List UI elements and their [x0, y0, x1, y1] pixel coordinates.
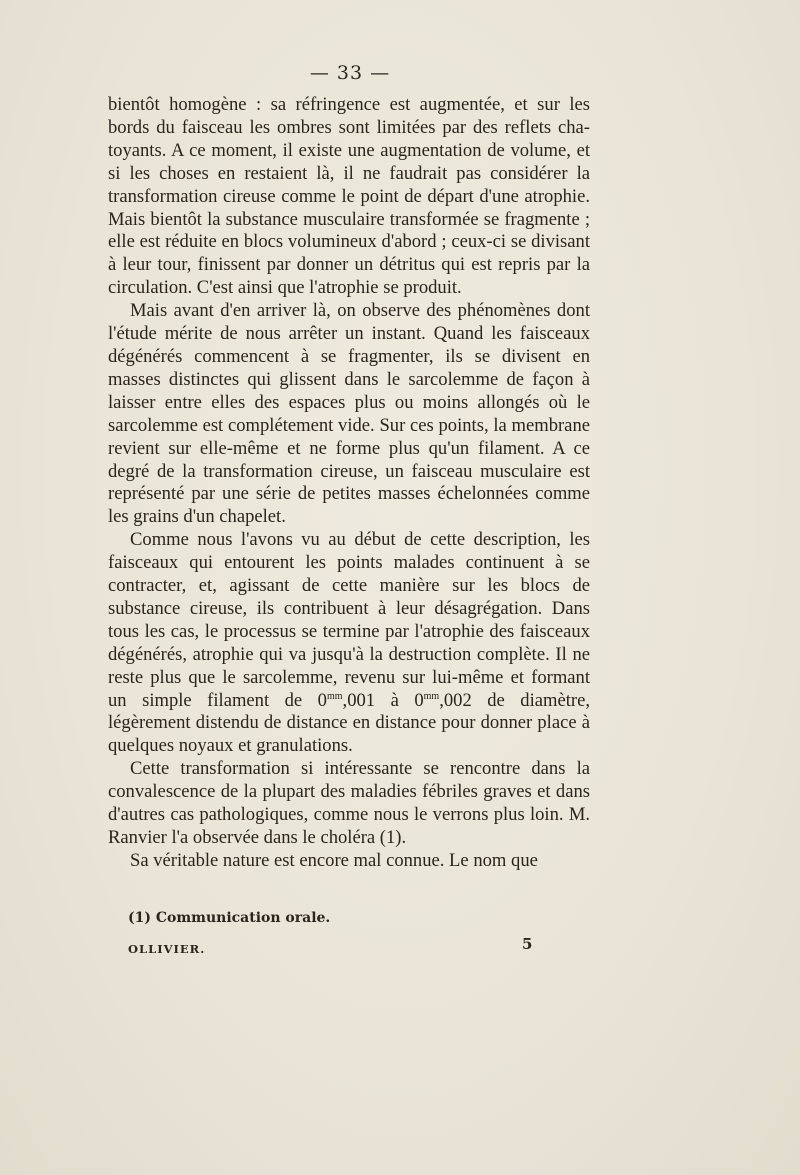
paragraph-2: Mais avant d'en arriver là, on observe des phénomènes dont l'étude mérite de nous arrêter un instant. Quand les faisceaux dégénérés commencent à se fragmenter, ils se divisent en masses distinctes qui glissent dans le sarcolemme de façon à laisser entre elles des espaces plus ou moins allongés où le sarcolemme est complétement vide. Sur ces points, la membrane revient sur elle-même et ne forme plus qu'un filament. A ce degré de la transformation cireuse, un faisceau musculaire est représenté par une série de petites masses échelonnées comme les grains d'un chapelet.: [108, 300, 590, 528]
page-number: — 33 —: [309, 62, 391, 84]
paragraph-3-part-3: ,002 de diamètre, légèrement distendu de distance en distance pour donner place à quelques noyaux et granulations.: [108, 689, 590, 757]
unit-superscript-2: mm: [423, 690, 440, 702]
paragraph-4: Cette transformation si intéressante se rencontre dans la convalescence de la plupart des maladies fébriles graves et dans d'autres cas pathologiques, comme nous le verrons plus loin. M. Ranvier l'a observée dans le choléra (1).: [108, 758, 590, 848]
footnote: (1) Communication orale.: [128, 910, 331, 926]
paragraph-3-part-2: ,001 à 0: [342, 689, 424, 711]
printer-signature: OLLIVIER.: [128, 942, 206, 956]
paragraph-3-part-1: Comme nous l'avons vu au début de cette description, les faisceaux qui entourent les points malades continuent à se contracter, et, agissant de cette manière sur les blocs de substance cireuse, ils contribuent à leur désagrégation. Dans tous les cas, le processus se termine par l'atrophie des faisceaux dégénérés, atrophie qui va jusqu'à la destruction complète. Il ne reste plus que le sarcolemme, revenu sur lui-même et formant un simple filament de 0: [108, 529, 590, 711]
sheet-number: 5: [522, 935, 533, 953]
paragraph-1: bientôt homogène : sa réfringence est augmentée, et sur les bords du faisceau les ombres sont limitées par des reflets chatoyants. A ce moment, il existe une augmentation de volume, et si les choses en restaient là, il ne faudrait pas considérer la transformation cireuse comme le point de départ d'une atrophie. Mais bientôt la substance musculaire transformée se fragmente ; elle est réduite en blocs volumineux d'abord ; ceux-ci se divisant à leur tour, finissent par donner un détritus qui est repris par la circulation. C'est ainsi que l'atrophie se produit.: [108, 94, 590, 299]
paragraph-3: [108, 529, 590, 758]
paragraph-5: Sa véritable nature est encore mal connue. Le nom que: [130, 849, 538, 871]
unit-superscript-1: mm: [326, 690, 343, 702]
body-text: [108, 94, 590, 873]
